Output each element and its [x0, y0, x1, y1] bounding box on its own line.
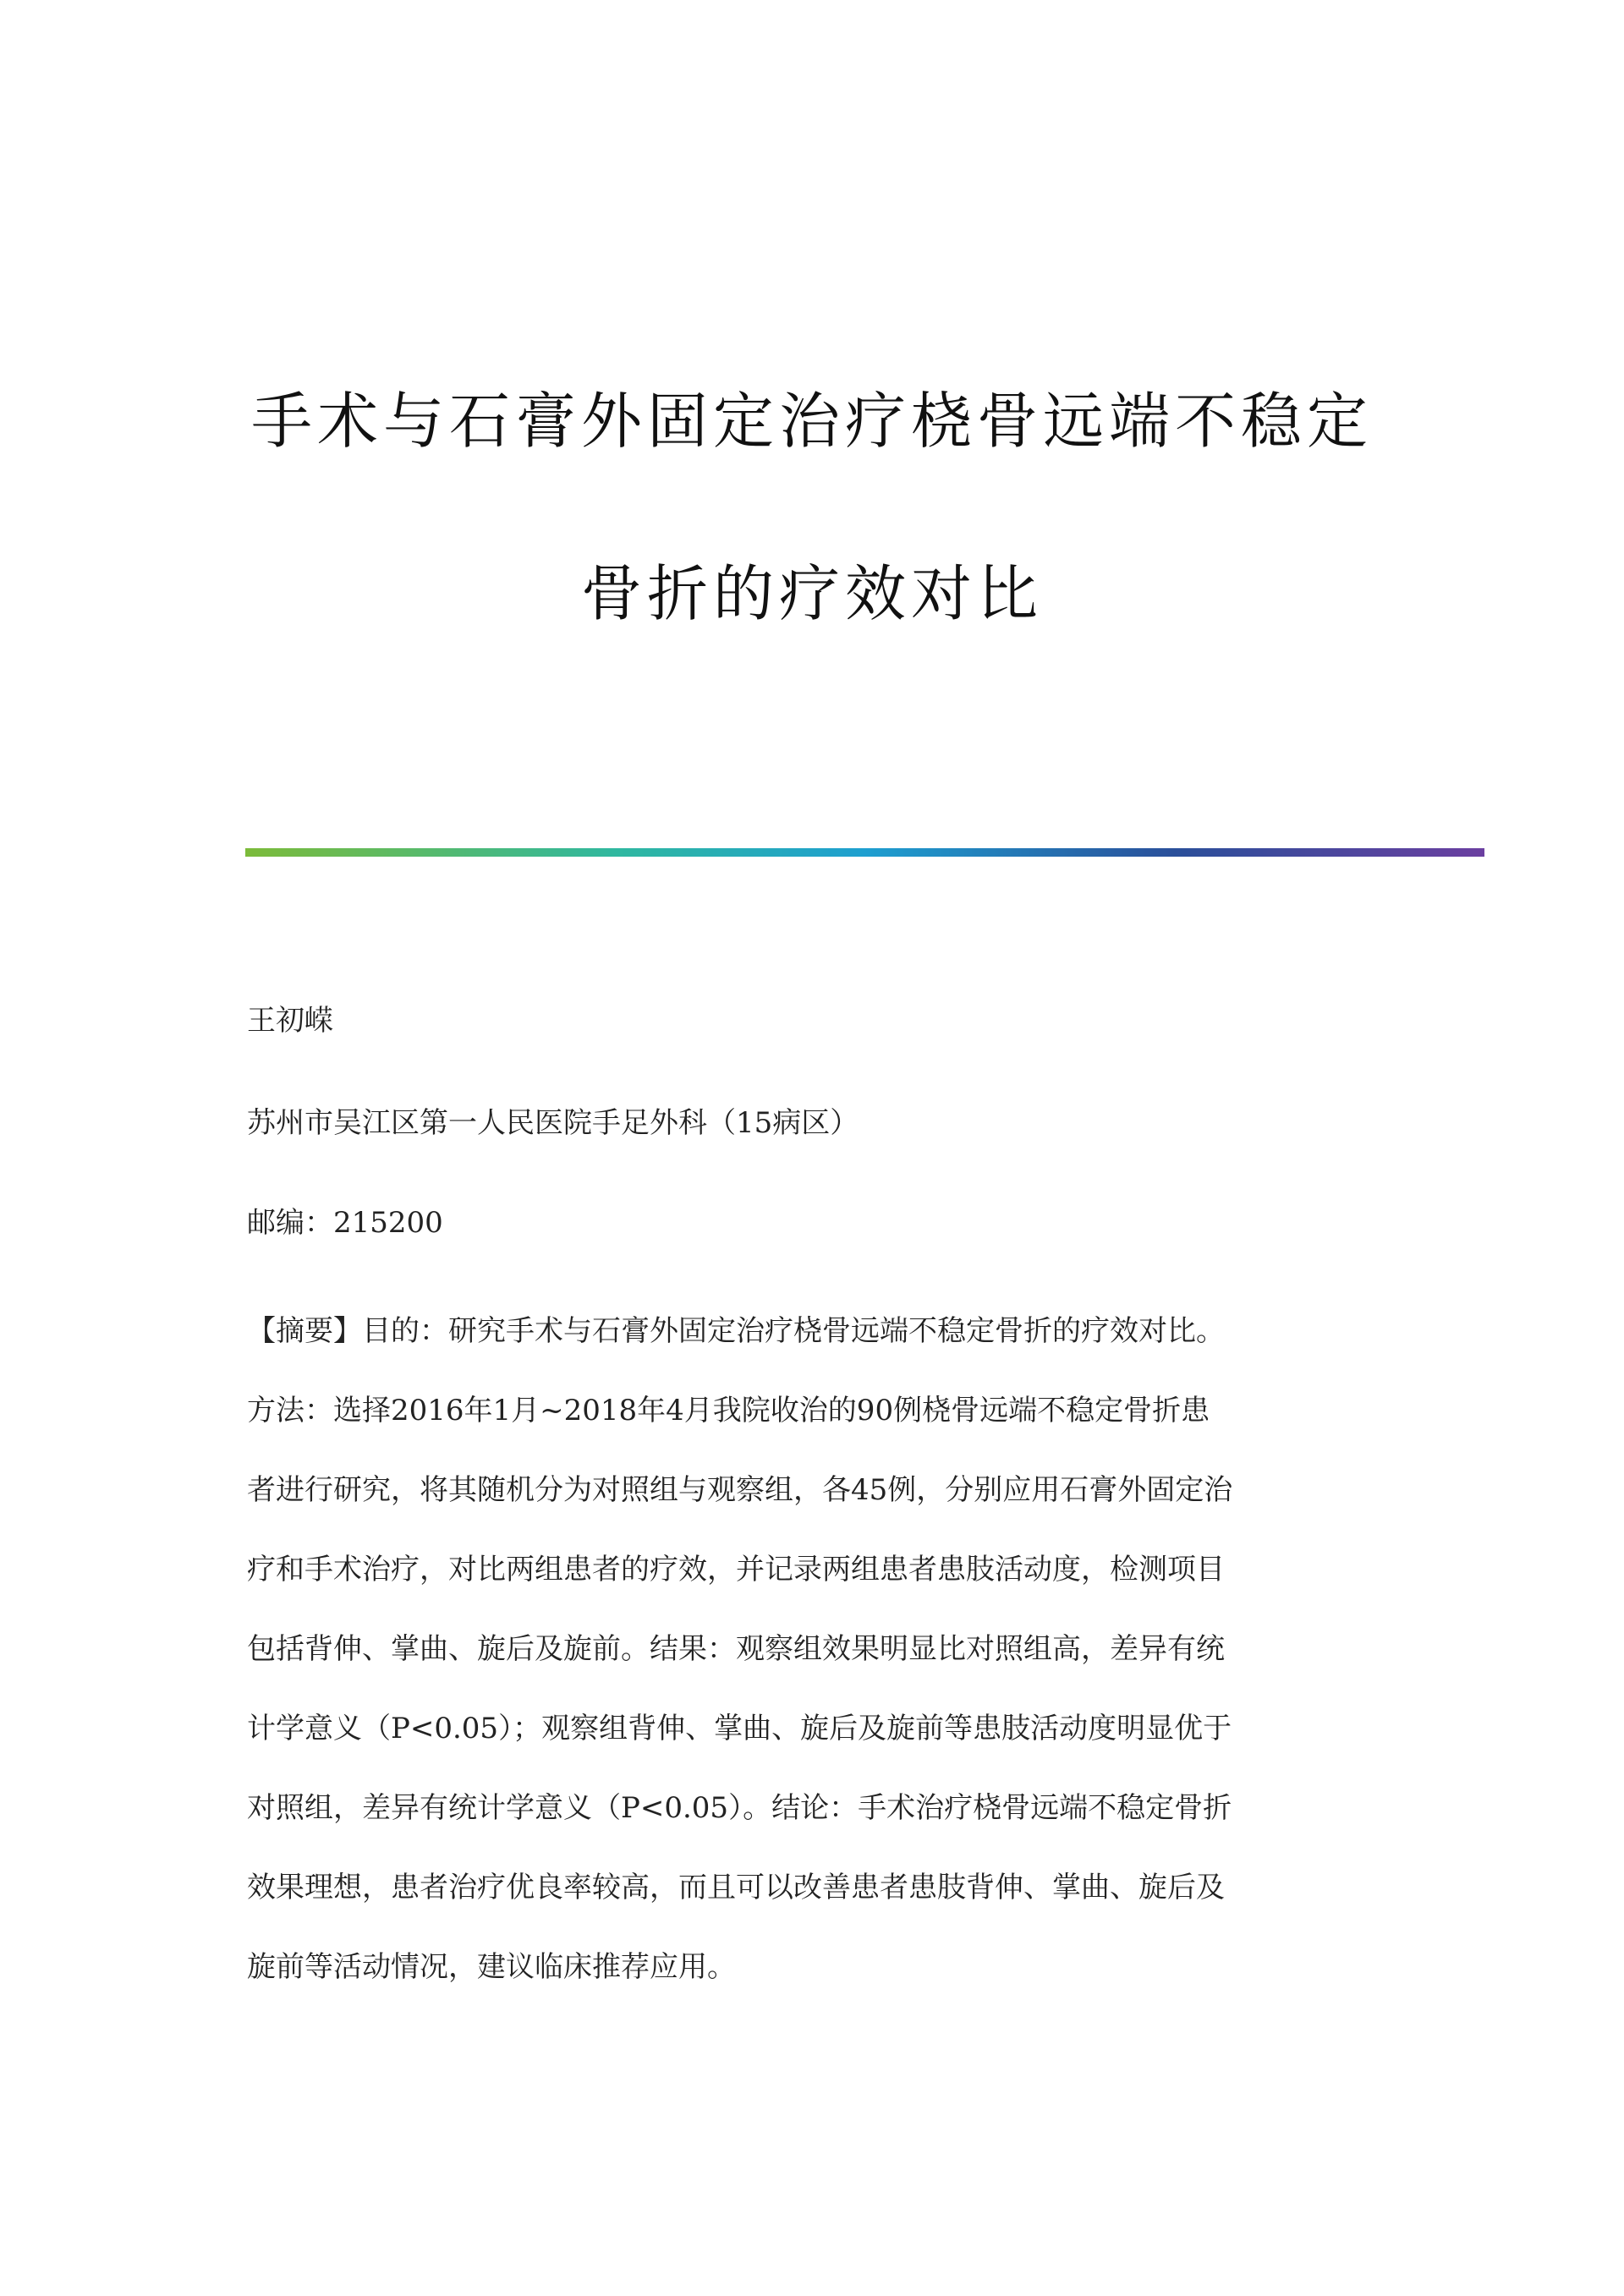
abstract-line: 包括背伸、掌曲、旋后及旋前。结果：观察组效果明显比对照组高，差异有统 — [247, 1632, 1225, 1666]
author-name: 王初嵘 — [247, 1004, 333, 1038]
abstract-line: 效果理想，患者治疗优良率较高，而且可以改善患者患肢背伸、掌曲、旋后及 — [247, 1871, 1225, 1904]
title-divider — [245, 848, 1484, 857]
abstract — [247, 1291, 1397, 2007]
paper-title-line-1: 手术与石膏外固定治疗桡骨远端不稳定 — [250, 386, 1373, 457]
author-affiliation: 苏州市吴江区第一人民医院手足外科（15病区） — [247, 1106, 859, 1140]
abstract-line: 计学意义（P<0.05）；观察组背伸、掌曲、旋后及旋前等患肢活动度明显优于 — [247, 1712, 1232, 1745]
postal-code: 邮编：215200 — [247, 1206, 443, 1240]
abstract-line: 方法：选择2016年1月~2018年4月我院收治的90例桡骨远端不稳定骨折患 — [247, 1394, 1210, 1427]
paper-title-line-2: 骨折的疗效对比 — [580, 558, 1043, 629]
abstract-line: 旋前等活动情况，建议临床推荐应用。 — [247, 1950, 736, 1984]
abstract-line: 者进行研究，将其随机分为对照组与观察组，各45例，分别应用石膏外固定治 — [247, 1473, 1233, 1507]
abstract-line: 对照组，差异有统计学意义（P<0.05）。结论：手术治疗桡骨远端不稳定骨折 — [247, 1791, 1232, 1825]
abstract-line: 【摘要】目的：研究手术与石膏外固定治疗桡骨远端不稳定骨折的疗效对比。 — [247, 1314, 1225, 1348]
abstract-line: 疗和手术治疗，对比两组患者的疗效，并记录两组患者患肢活动度，检测项目 — [247, 1553, 1225, 1586]
